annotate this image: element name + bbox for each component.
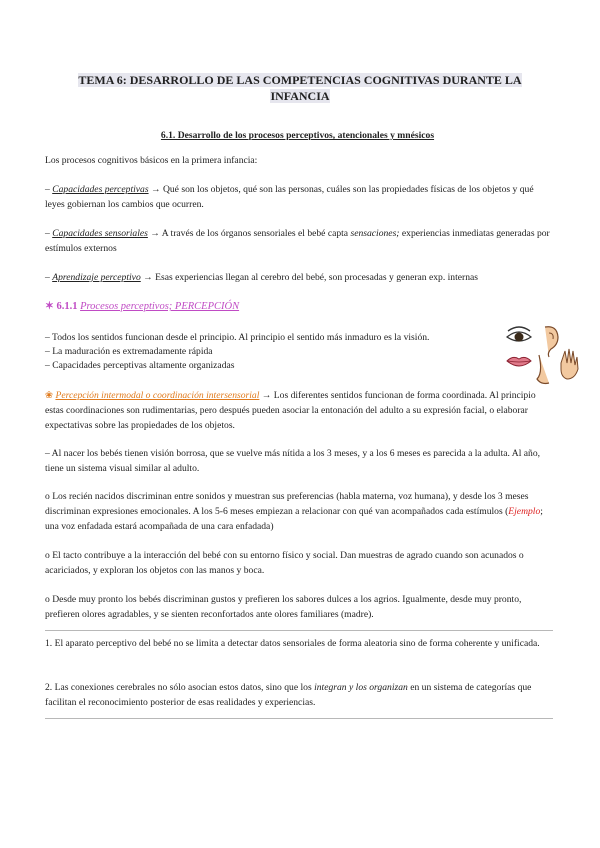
point-2: 2. Las conexiones cerebrales no sólo asocian estos datos, sino que los integran y los organizan en un sistema de categorías que facilitan el reconocimiento posterior de esas realidades y experiencias. xyxy=(45,682,532,708)
point-1: 1. El aparato perceptivo del bebé no se limita a detectar datos sensoriales de forma aleatoria sino de forma coherente y unificada. xyxy=(45,638,540,649)
section-heading: 6.1. Desarrollo de los procesos perceptivos, atencionales y mnésicos xyxy=(160,130,435,141)
senses-item: – Capacidades perceptivas altamente organizadas xyxy=(45,360,235,371)
star-icon: ✶ xyxy=(45,301,54,312)
term: Capacidades sensoriales xyxy=(52,228,148,239)
intro-text: Los procesos cognitivos básicos en la primera infancia: xyxy=(45,155,258,166)
senses-item: – La maduración es extremadamente rápida xyxy=(45,346,213,357)
capacity-sensory: – Capacidades sensoriales → A través de los órganos sensoriales el bebé capta sensaciones; experiencias inmediatas generadas por estímulos externos xyxy=(45,228,550,254)
hand-icon xyxy=(561,349,578,379)
divider xyxy=(45,630,553,631)
lips-icon xyxy=(507,357,531,366)
flower-icon: ❀ xyxy=(45,390,54,401)
eye-icon xyxy=(507,327,531,342)
taste-paragraph: o Desde muy pronto los bebés discriminan gustos y prefieren los sabores dulces a los agrios. Igualmente, desde muy pronto, prefieren olores agradables, y se sienten reconfortados ante olores familiares (madre). xyxy=(45,594,522,620)
term: Capacidades perceptivas xyxy=(52,184,149,195)
subsection-heading: ✶ 6.1.1 Procesos perceptivos; PERCEPCIÓN xyxy=(45,301,240,312)
ear-icon xyxy=(545,327,558,357)
capacity-learning: – Aprendizaje perceptivo → Esas experiencias llegan al cerebro del bebé, son procesadas y generan exp. internas xyxy=(45,272,478,283)
nose-icon xyxy=(537,355,549,384)
touch-paragraph: o El tacto contribuye a la interacción del bebé con su entorno físico y social. Dan muestras de agrado cuando son acunados o acariciados, y exploran los objetos con las manos y boca. xyxy=(45,550,524,576)
term: Aprendizaje perceptivo xyxy=(52,272,141,283)
senses-illustration xyxy=(503,323,583,393)
intermodal-paragraph: ❀ Percepción intermodal o coordinación intersensorial → Los diferentes sentidos funcionan de forma coordinada. Al principio estas coordinaciones son rudimentarias, pero después pueden asociar la entonación del adulto a su expresión facial, o elaborar expectativas sobre las propiedades de los objetos. xyxy=(45,390,536,431)
senses-item: – Todos los sentidos funcionan desde el principio. Al principio el sentido más inmaduro es la visión. xyxy=(45,332,430,343)
page-title: TEMA 6: DESARROLLO DE LAS COMPETENCIAS COGNITIVAS DURANTE LA INFANCIA xyxy=(78,73,522,103)
sounds-paragraph: o Los recién nacidos discriminan entre sonidos y muestran sus preferencias (habla materna, voz humana), y desde los 3 meses discriminan expresiones emocionales. A los 5-6 meses empiezan a relacionar con qué van acompañados cada estímulos (Ejemplo; una voz enfadada estará acompañada de una cara enfadada) xyxy=(45,491,543,532)
vision-paragraph: – Al nacer los bebés tienen visión borrosa, que se vuelve más nítida a los 3 meses, y a los 6 meses es parecida a la adulta. Al año, tiene un sistema visual similar al adulto. xyxy=(45,448,541,474)
capacity-perceptive: – Capacidades perceptivas → Qué son los objetos, qué son las personas, cuáles son las propiedades físicas de los objetos y qué leyes gobiernan los cambios que ocurren. xyxy=(45,184,534,210)
divider xyxy=(45,718,553,719)
